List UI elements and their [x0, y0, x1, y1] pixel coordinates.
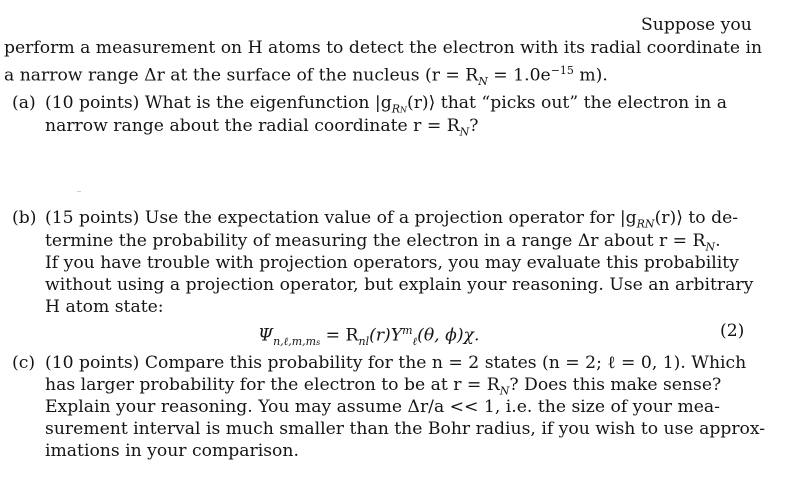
part-c-line-3: Explain your reasoning. You may assume Δr/a << 1, i.e. the size of your mea- — [45, 397, 720, 417]
part-b-label: (b) — [12, 208, 37, 228]
part-b-line-5: H atom state: — [45, 297, 164, 317]
part-b-line-1: (15 points) Use the expectation value of a projection operator for $|g_{RN}(r)⟩$ to de- — [45, 208, 739, 231]
equation-2: $\Psi_{n,\ell,m,ms} = R_{nl}(r)Y^m_\ell(\theta$, ϕ)χ. — [258, 324, 480, 349]
part-b-line-2: termine the probability of measuring the electron in a range Δr about $r = R_N$. — [45, 231, 721, 254]
part-b-line-4: without using a projection operator, but explain your reasoning. Use an arbitrary — [45, 275, 754, 295]
part-c-line-1: (10 points) Compare this probability for the n = 2 states (n = 2; ℓ = 0, 1). Which — [45, 353, 747, 373]
part-c-line-5: imations in your comparison. — [45, 441, 299, 461]
part-c-line-4: surement interval is much smaller than the Bohr radius, if you wish to use approx- — [45, 419, 766, 439]
intro-line-1: Suppose you — [641, 15, 752, 35]
intro-line-2: perform a measurement on H atoms to detect the electron with its radial coordinate in — [4, 38, 763, 58]
part-a-line-1: (10 points) What is the eigenfunction $|g_{RN}(r)⟩$ that “picks out” the electron in a — [45, 93, 727, 116]
part-a-label: (a) — [12, 93, 36, 113]
part-a-line-2: narrow range about the radial coordinate $r = R_N$? — [45, 116, 479, 139]
part-c-label: (c) — [12, 353, 36, 373]
intro-line-3: a narrow range Δr at the surface of the nucleus ($r = R_N = 1.0e^{-15}$ m). — [4, 64, 608, 89]
equation-number: (2) — [720, 321, 745, 341]
part-c-line-2: has larger probability for the electron to be at $r = R_N$? Does this make sense? — [45, 375, 722, 398]
part-b-line-3: If you have trouble with projection operators, you may evaluate this probability — [45, 253, 739, 273]
scan-mark — [77, 191, 81, 192]
